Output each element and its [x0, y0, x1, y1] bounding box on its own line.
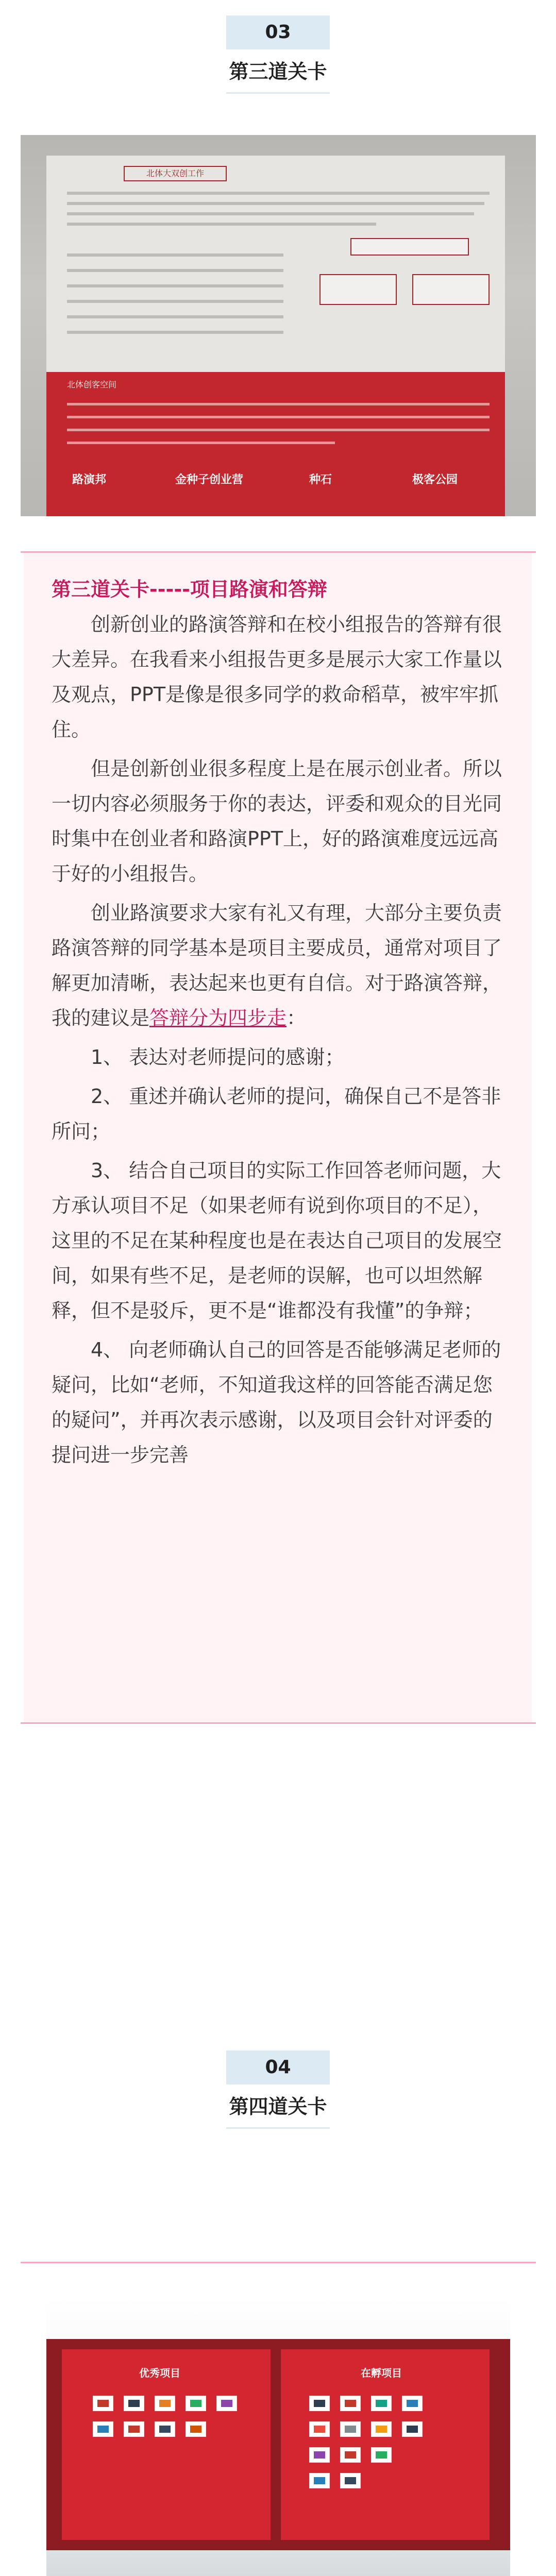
board-left-title: 优秀项目: [139, 2367, 180, 2379]
poster-diagram-box: [319, 274, 397, 305]
poster-tag: 北体大双创工作: [124, 166, 227, 181]
section-3-number: 03: [226, 15, 330, 49]
section-3-title: 第三道关卡: [226, 49, 330, 94]
section-3-text: [52, 572, 505, 1477]
board-right-title: 在孵项目: [361, 2367, 402, 2379]
section-4-title: 第四道关卡: [226, 2084, 330, 2129]
poster-logo: 金种子创业营: [175, 473, 244, 486]
paragraph: 创新创业的路演答辩和在校小组报告的答辩有很大差异。在我看来小组报告更多是展示大家工作量以及观点，PPT是像是很多同学的救命稻草，被牢牢抓住。: [52, 613, 502, 741]
paragraph-text: ：: [287, 1007, 307, 1029]
poster-red-band: [46, 372, 505, 516]
divider: [21, 2262, 536, 2263]
paragraph: 但是创新创业很多程度上是在展示创业者。所以一切内容必须服务于你的表达，评委和观众的目光同时集中在创业者和路演PPT上，好的路演难度远远高于好的小组报告。: [52, 757, 502, 885]
poster-diagram-box: [412, 274, 490, 305]
poster-diagram-box: [350, 238, 469, 256]
highlight-link[interactable]: 答辩分为四步走: [149, 1007, 287, 1029]
section-4-number: 04: [226, 2050, 330, 2084]
section-3-photo: [21, 135, 536, 516]
divider: [21, 1722, 536, 1724]
section-3-heading: 第三道关卡-----项目路演和答辩: [52, 578, 327, 601]
poster-logo: 极客公园: [412, 473, 458, 486]
paragraph-text: 创业路演要求大家有礼又有理，大部分主要负责路演答辩的同学基本是项目主要成员，通常对项目了解更加清晰，表达起来也更有自信。对于路演答辩，我的建议是: [52, 902, 502, 1029]
list-item: 2、 重述并确认老师的提问，确保自己不是答非所问；: [52, 1085, 501, 1143]
section-3-badge: [226, 15, 330, 94]
paragraph: [52, 895, 505, 1036]
section-4-photo: [46, 2298, 510, 2576]
poster-logo: 路演邦: [72, 473, 107, 486]
list-item: 3、 结合自己项目的实际工作回答老师问题，大方承认项目不足（如果老师有说到你项目的不足），这里的不足在某种程度也是在表达自己项目的发展空间，如果有些不足，是老师的误解，也可以坦然解释，但不是驳斥，更不是“谁都没有我懂”的争辩；: [52, 1159, 502, 1322]
poster-tag: 北体创客空间: [67, 380, 117, 389]
section-4-badge: [226, 2050, 330, 2129]
list-item: 4、 向老师确认自己的回答是否能够满足老师的疑问，比如“老师，不知道我这样的回答能否满足您的疑问”，并再次表示感谢，以及项目会针对评委的提问进一步完善: [52, 1338, 501, 1466]
list-item: 1、 表达对老师提问的感谢；: [91, 1046, 345, 1069]
poster-logo: 种石: [309, 473, 332, 486]
